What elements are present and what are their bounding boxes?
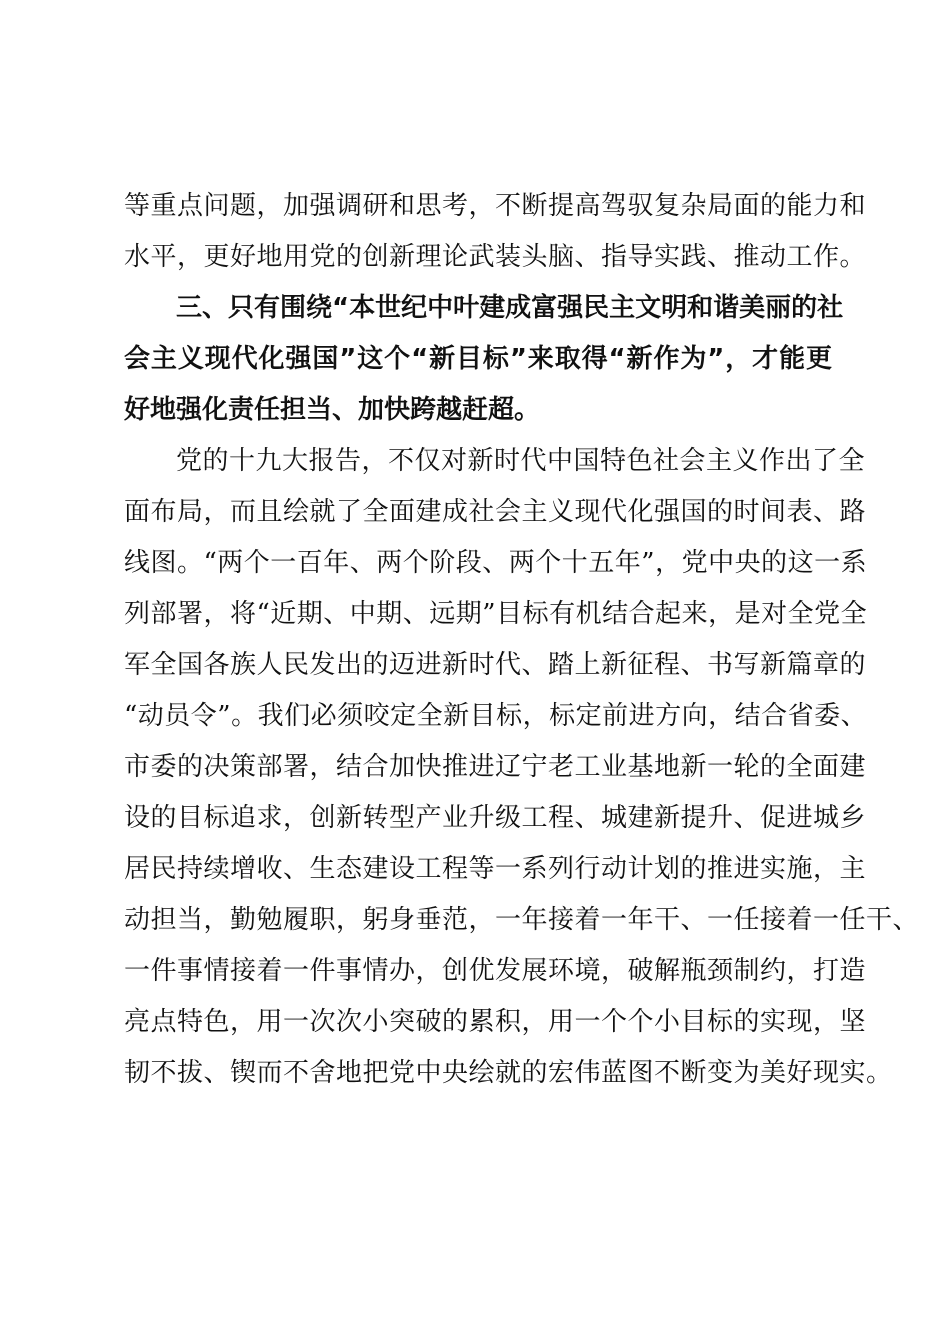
- text-line: 列部署，将“近期、中期、远期”目标有机结合起来，是对全党全: [124, 599, 868, 629]
- heading-line: 三、只有围绕“本世纪中叶建成富强民主文明和谐美丽的社: [176, 293, 844, 323]
- text-line: 面布局，而且绘就了全面建成社会主义现代化强国的时间表、路: [124, 497, 867, 527]
- text-line: 党的十九大报告，不仅对新时代中国特色社会主义作出了全: [176, 446, 866, 476]
- text-line: 军全国各族人民发出的迈进新时代、踏上新征程、书写新篇章的: [124, 650, 867, 680]
- text-line: 线图。“两个一百年、两个阶段、两个十五年”，党中央的这一系: [124, 548, 868, 578]
- document-body: [124, 181, 920, 1099]
- text-line: 居民持续增收、生态建设工程等一系列行动计划的推进实施，主: [124, 854, 867, 884]
- continuation-paragraph: [124, 181, 867, 283]
- heading-line: 好地强化责任担当、加快跨越赶超。: [124, 395, 541, 425]
- body-paragraph: [124, 436, 920, 1099]
- heading-line: 会主义现代化强国”这个“新目标”来取得“新作为”，才能更: [124, 344, 832, 374]
- text-line: 亮点特色，用一次次小突破的累积，用一个个小目标的实现，坚: [124, 1007, 867, 1037]
- text-line: 等重点问题，加强调研和思考，不断提高驾驭复杂局面的能力和: [124, 191, 867, 221]
- text-line: 动担当，勤勉履职，躬身垂范，一年接着一年干、一任接着一任干、: [124, 905, 920, 935]
- text-line: 一件事情接着一件事情办，创优发展环境，破解瓶颈制约，打造: [124, 956, 867, 986]
- text-line: 韧不拔、锲而不舍地把党中央绘就的宏伟蓝图不断变为美好现实。: [124, 1058, 893, 1088]
- text-line: 市委的决策部署，结合加快推进辽宁老工业基地新一轮的全面建: [124, 752, 867, 782]
- text-line: 水平，更好地用党的创新理论武装头脑、指导实践、推动工作。: [124, 242, 867, 272]
- text-line: 设的目标追求，创新转型产业升级工程、城建新提升、促进城乡: [124, 803, 867, 833]
- text-line: “动员令”。我们必须咬定全新目标，标定前进方向，结合省委、: [124, 701, 868, 731]
- section-heading: [124, 283, 844, 436]
